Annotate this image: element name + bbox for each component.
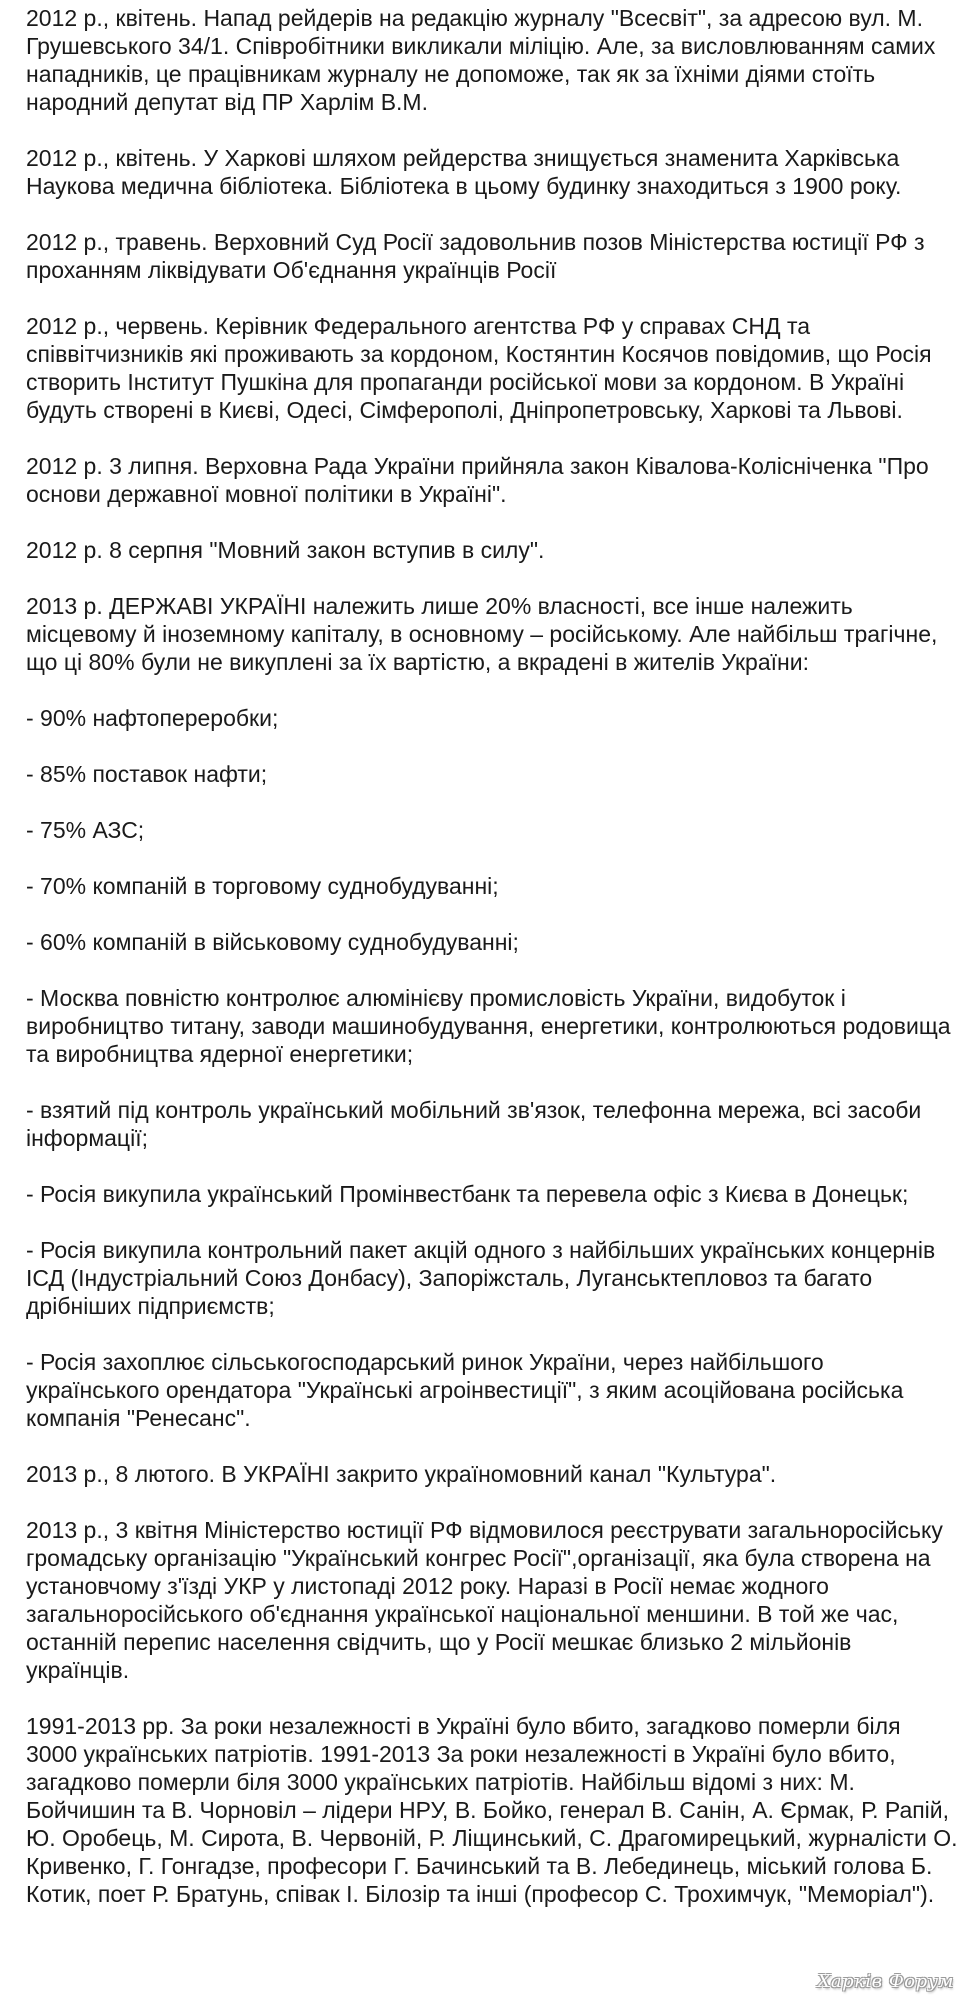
list-item-10: - Росія захоплює сільськогосподарський ринок України, через найбільшого українського орендатора "Українські агроінвестиції", з яким асоційована російська компанія "Ренесанс".	[26, 1349, 904, 1431]
list-item-1: - 90% нафтопереробки;	[26, 705, 279, 731]
list-item-2: - 85% поставок нафти;	[26, 761, 268, 787]
list-item-6: - Москва повністю контролює алюмінієву промисловість України, видобуток і виробництво титану, заводи машинобудування, енергетики, контролюються родовища та виробництва ядерної енергетики;	[26, 985, 951, 1067]
list-item-9: - Росія викупила контрольний пакет акцій одного з найбільших українських концернів ІСД (Індустріальний Союз Донбасу), Запоріжсталь, Луганськтепловоз та багато дрібніших підприємств;	[26, 1237, 936, 1319]
post-body	[26, 4, 958, 1908]
list-item-4: - 70% компаній в торговому суднобудуванні;	[26, 873, 499, 899]
paragraph-3: 2012 р., травень. Верховний Суд Росії задовольнив позов Міністерства юстиції РФ з проханням ліквідувати Об'єднання українців Росії	[26, 229, 925, 283]
paragraph-6: 2012 р. 8 серпня "Мовний закон вступив в силу".	[26, 537, 545, 563]
paragraph-7: 2013 р. ДЕРЖАВІ УКРАЇНІ належить лише 20% власності, все інше належить місцевому й іноземному капіталу, в основному – російському. Але найбільш трагічне, що ці 80% були не викуплені за їх вартістю, а вкрадені в жителів України:	[26, 593, 938, 675]
paragraph-9: 2013 р., 3 квітня Міністерство юстиції РФ відмовилося реєструвати загальноросійську громадську організацію "Український конгрес Росії",організації, яка була створена на установчому з'їзді УКР у листопаді 2012 року. Наразі в Росії немає жодного загальноросійського об'єднання української національної меншини. В той же час, останній перепис населення свідчить, що у Росії мешкає близько 2 мільйонів українців.	[26, 1517, 943, 1683]
list-item-7: - взятий під контроль український мобільний зв'язок, телефонна мережа, всі засоби інформації;	[26, 1097, 922, 1151]
paragraph-4: 2012 р., червень. Керівник Федерального агентства РФ у справах СНД та співвітчизників які проживають за кордоном, Костянтин Косячов повідомив, що Росія створить Інститут Пушкіна для пропаганди російської мови за кордоном. В Україні будуть створені в Києві, Одесі, Сімферополі, Дніпропетровську, Харкові та Львові.	[26, 313, 932, 423]
list-item-5: - 60% компаній в військовому суднобудуванні;	[26, 929, 519, 955]
paragraph-8: 2013 р., 8 лютого. В УКРАЇНІ закрито україномовний канал "Культура".	[26, 1461, 777, 1487]
forum-watermark: Харків Форум	[817, 1971, 954, 1992]
paragraph-1: 2012 р., квітень. Напад рейдерів на редакцію журналу "Всесвіт", за адресою вул. М. Грушевського 34/1. Співробітники викликали міліцію. Але, за висловлюванням самих нападників, це працівникам журналу не допоможе, так як за їхніми діями стоїть народний депутат від ПР Харлім В.М.	[26, 5, 936, 115]
paragraph-5: 2012 р. 3 липня. Верховна Рада України прийняла закон Ківалова-Колісніченка "Про основи державної мовної політики в Україні".	[26, 453, 929, 507]
paragraph-2: 2012 р., квітень. У Харкові шляхом рейдерства знищується знаменита Харківська Наукова медична бібліотека. Бібліотека в цьому будинку знаходиться з 1900 року.	[26, 145, 902, 199]
list-item-8: - Росія викупила український Промінвестбанк та перевела офіс з Києва в Донецьк;	[26, 1181, 909, 1207]
paragraph-10: 1991-2013 рр. За роки незалежності в Україні було вбито, загадково померли біля 3000 українських патріотів. 1991-2013 За роки незалежності в Україні було вбито, загадково померли біля 3000 українських патріотів. Найбільш відомі з них: М. Бойчишин та В. Чорновіл – лідери НРУ, В. Бойко, генерал В. Санін, А. Єрмак, Р. Рапій, Ю. Оробець, М. Сирота, В. Червоній, Р. Ліщинський, С. Драгомирецький, журналісти О. Кривенко, Г. Гонгадзе, професори Г. Бачинський та В. Лебединець, міський голова Б. Котик, поет Р. Братунь, співак І. Білозір та інші (професор С. Трохимчук, "Меморіал").	[26, 1713, 958, 1907]
list-item-3: - 75% АЗС;	[26, 817, 145, 843]
